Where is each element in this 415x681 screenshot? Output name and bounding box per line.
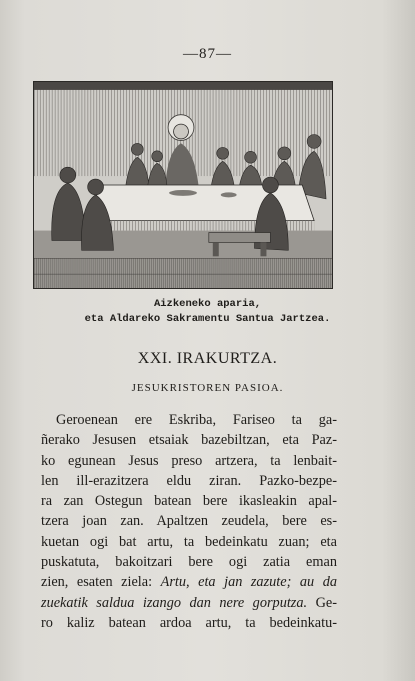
page-number: —87— [183, 46, 232, 62]
text-line: ko egunean Jesus preso artzera, ta lenbait- [41, 452, 337, 469]
body-paragraph [41, 410, 337, 633]
text-line: puskatuta, bakoitzari bere ogi zatia eman [41, 554, 337, 571]
text-line: ñerako Jesusen etsaiak bazebiltzan, eta Paz- [41, 432, 337, 449]
text-line: ra zan Ostegun batean bere ikasleakin apal- [41, 493, 337, 510]
text-segment: Ge- [315, 594, 337, 611]
engraving-drawing [34, 82, 332, 288]
text-line [41, 572, 337, 592]
last-supper-engraving [33, 81, 333, 289]
quoted-words: zuekatik saldua izango dan nere gorputza. [41, 594, 308, 611]
text-line: len ill-erazitzera eldu ziran. Pazko-bezpe- [41, 472, 337, 489]
text-line [41, 593, 337, 613]
section-title: JESUKRISTOREN PASIOA. [131, 382, 284, 394]
text-line: Geroenean ere Eskriba, Fariseo ta ga- [56, 412, 337, 428]
illustration-caption-line1: Aizkeneko aparia, [153, 298, 262, 310]
text-line: ro kaliz batean ardoa artu, ta bedeinkatu- [41, 614, 337, 631]
quoted-words: Artu, eta jan zazute; au da [160, 574, 337, 591]
illustration-caption-line2: eta Aldareko Sakramentu Santua Jartzea. [84, 313, 331, 325]
chapter-title: XXI. IRAKURTZA. [137, 350, 278, 367]
text-line: tzera joan zan. Apaltzen zeudela, bere es- [41, 513, 337, 530]
text-line: kuetan ogi bat artu, ta bedeinkatu zuan; eta [41, 533, 337, 550]
text-segment: zien, esaten ziela: [41, 574, 153, 591]
